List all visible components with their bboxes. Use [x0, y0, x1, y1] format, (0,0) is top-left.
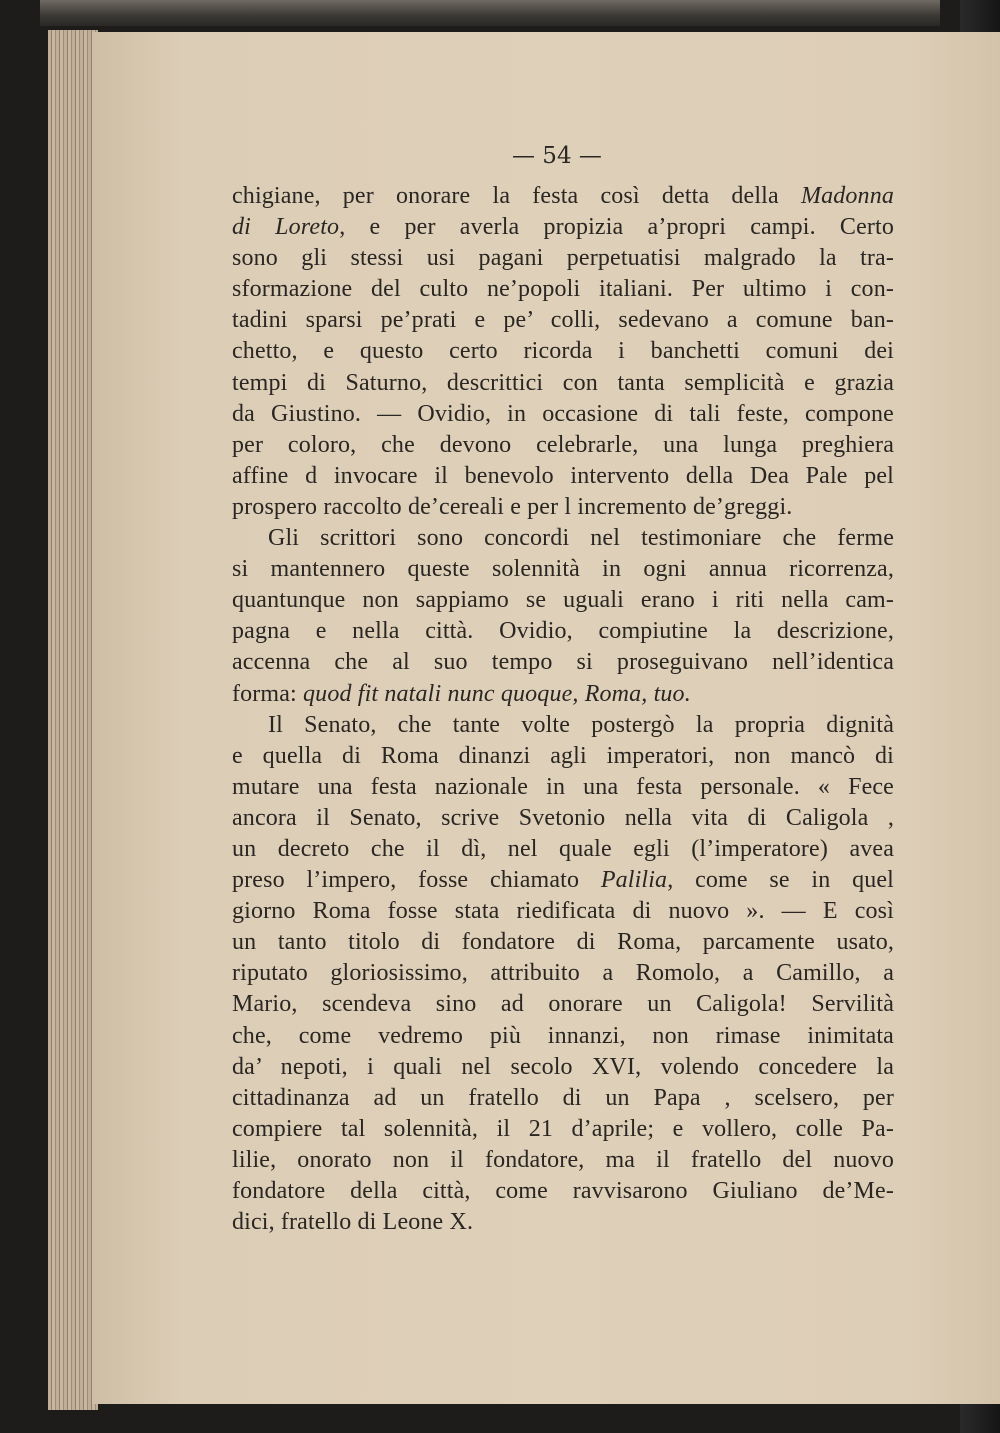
- text-run: dici, fratello di Leone X.: [232, 1209, 474, 1236]
- text-line: [232, 274, 894, 305]
- page-number: — 54 —: [512, 143, 602, 169]
- text-line: [232, 1083, 894, 1114]
- text-line: [232, 212, 894, 243]
- text-run: chetto, e questo certo ricorda i banchetti comuni dei: [232, 338, 894, 365]
- paragraph: [232, 181, 894, 523]
- text-line: [232, 368, 894, 399]
- text-line: [232, 896, 894, 927]
- text-line: [232, 492, 894, 523]
- text-line: [232, 865, 894, 896]
- text-run: un tanto titolo di fondatore di Roma, parcamente usato,: [232, 929, 894, 956]
- text-line: [232, 1207, 894, 1238]
- paragraph: [232, 710, 894, 1239]
- text-line: [232, 616, 894, 647]
- text-line: [232, 181, 894, 212]
- text-run: un decreto che il dì, nel quale egli (l’imperatore) avea: [232, 835, 894, 862]
- text-run: cittadinanza ad un fratello di un Papa , scelsero, per: [232, 1084, 894, 1111]
- text-line: [232, 710, 894, 741]
- text-run: che, come vedremo più innanzi, non rimase inimitata: [232, 1022, 894, 1049]
- text-run: Mario, scendeva sino ad onorare un Caligola! Servilità: [232, 991, 894, 1018]
- paragraph: [232, 523, 894, 710]
- text-line: [232, 585, 894, 616]
- italic-text-run: quod fit natali nunc quoque, Roma, tuo.: [303, 680, 691, 707]
- text-line: [232, 1052, 894, 1083]
- body-text: [232, 181, 894, 1238]
- text-run: da Giustino. — Ovidio, in occasione di tali feste, compone: [232, 400, 894, 427]
- text-line: [232, 679, 894, 710]
- text-line: [232, 772, 894, 803]
- text-run: lilie, onorato non il fondatore, ma il fratello del nuovo: [232, 1146, 894, 1173]
- text-run: quantunque non sappiamo se uguali erano i riti nella cam-: [232, 587, 894, 614]
- page-stack-edges: [48, 30, 98, 1410]
- text-line: [232, 430, 894, 461]
- text-line: [232, 834, 894, 865]
- text-line: [232, 741, 894, 772]
- text-run: , come se in quel: [667, 867, 894, 894]
- text-run: compiere tal solennità, il 21 d’aprile; e vollero, colle Pa-: [232, 1115, 894, 1142]
- text-run: Gli scrittori sono concordi nel testimoniare che ferme: [268, 525, 894, 552]
- text-line: [232, 927, 894, 958]
- text-run: sformazione del culto ne’popoli italiani. Per ultimo i con-: [232, 276, 894, 303]
- text-run: , e per averla propizia a’propri campi. Certo: [339, 214, 895, 241]
- text-run: si mantennero queste solennità in ogni annua ricorrenza,: [232, 556, 894, 583]
- text-line: [232, 523, 894, 554]
- text-run: giorno Roma fosse stata riedificata di nuovo ». — E così: [232, 898, 894, 925]
- text-line: [232, 989, 894, 1020]
- text-run: sono gli stessi usi pagani perpetuatisi malgrado la tra-: [232, 245, 894, 272]
- text-run: tadini sparsi pe’prati e pe’ colli, sedevano a comune ban-: [232, 307, 894, 334]
- text-line: [232, 554, 894, 585]
- text-run: per coloro, che devono celebrarle, una lunga preghiera: [232, 431, 894, 458]
- text-run: mutare una festa nazionale in una festa personale. « Fece: [232, 773, 894, 800]
- text-line: [232, 1114, 894, 1145]
- text-line: [232, 399, 894, 430]
- text-run: fondatore della città, come ravvisarono Giuliano de’Me-: [232, 1178, 894, 1204]
- text-line: [232, 243, 894, 274]
- italic-text-run: Palilia: [600, 867, 668, 894]
- italic-text-run: di Loreto: [232, 214, 340, 241]
- text-run: Il Senato, che tante volte postergò la propria dignità: [268, 711, 894, 738]
- text-run: pagna e nella città. Ovidio, compiutine la descrizione,: [232, 618, 894, 645]
- text-run: preso l’impero, fosse chiamato: [232, 867, 601, 894]
- text-run: chigiane, per onorare la festa così detta della: [232, 183, 801, 209]
- text-line: [232, 1176, 894, 1207]
- text-run: ancora il Senato, scrive Svetonio nella vita di Caligola ,: [232, 804, 894, 831]
- text-run: e quella di Roma dinanzi agli imperatori, non mancò di: [232, 742, 894, 769]
- text-line: [232, 958, 894, 989]
- italic-text-run: Madonna: [800, 183, 894, 209]
- text-line: [232, 305, 894, 336]
- text-run: riputato gloriosissimo, attribuito a Romolo, a Camillo, a: [232, 960, 894, 987]
- text-line: [232, 1021, 894, 1052]
- text-run: da’ nepoti, i quali nel secolo XVI, volendo concedere la: [232, 1053, 894, 1080]
- text-line: [232, 803, 894, 834]
- text-run: accenna che al suo tempo si proseguivano nell’identica: [232, 649, 894, 676]
- text-run: tempi di Saturno, descrittici con tanta semplicità e grazia: [232, 369, 894, 396]
- text-run: prospero raccolto de’cereali e per l incremento de’greggi.: [232, 493, 793, 520]
- text-line: [232, 461, 894, 492]
- text-line: [232, 1145, 894, 1176]
- text-line: [232, 647, 894, 678]
- text-line: [232, 336, 894, 367]
- text-run: forma:: [232, 680, 304, 707]
- book-top-edge: [40, 0, 940, 26]
- text-run: affine d invocare il benevolo intervento della Dea Pale pel: [232, 462, 894, 489]
